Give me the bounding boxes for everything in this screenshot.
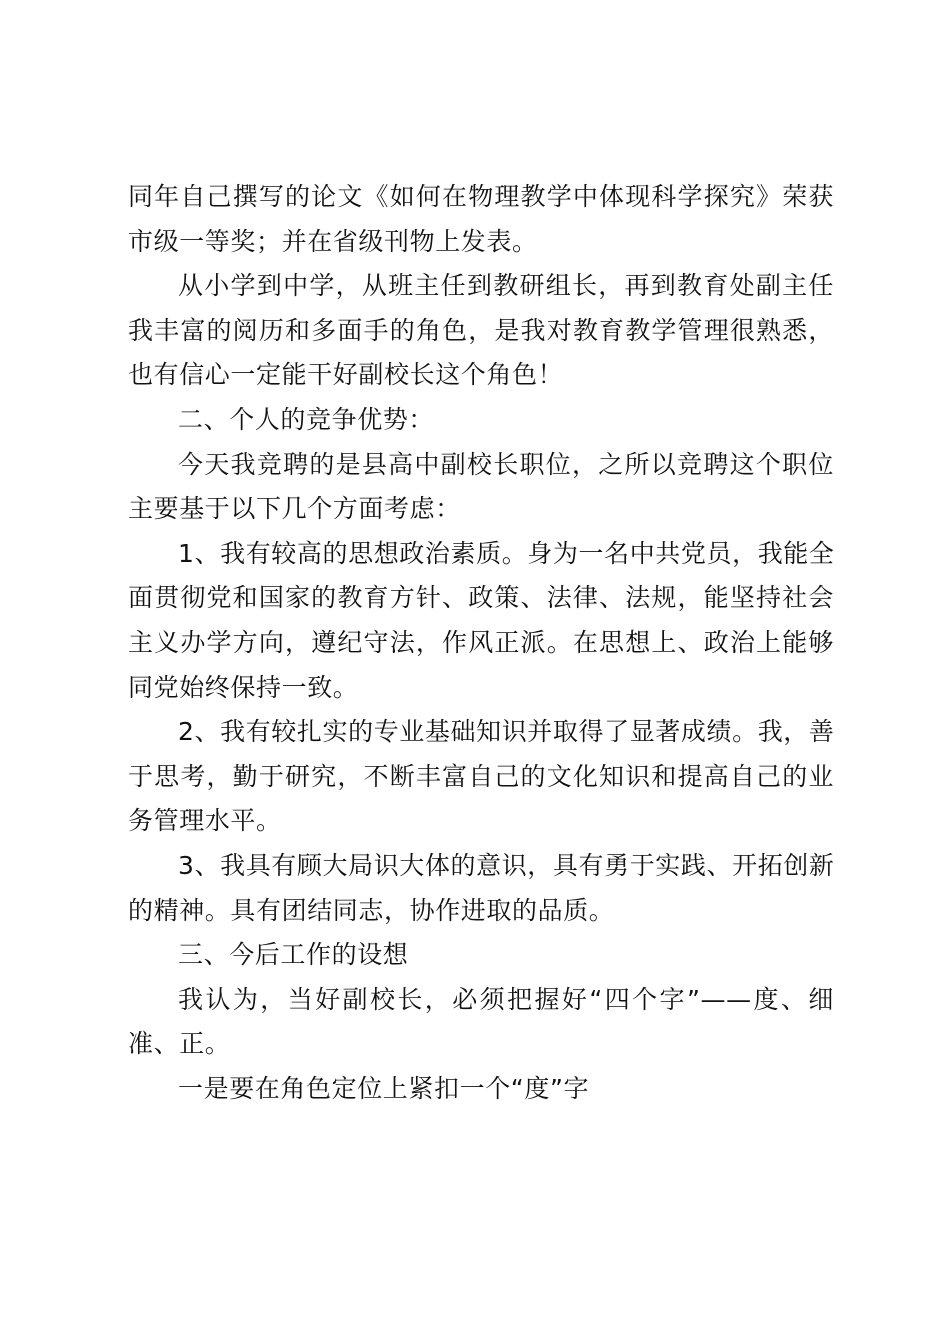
text-line: 2、我有较扎实的专业基础知识并取得了显著成绩。我，善 (178, 717, 835, 747)
text-line: 主义办学方向，遵纪守法，作风正派。在思想上、政治上能够 (128, 627, 834, 657)
document-page (128, 175, 834, 1111)
text-line: 同年自己撰写的论文《如何在物理教学中体现科学探究》荣获 (128, 182, 834, 211)
text-line: 于思考，勤于研究，不断丰富自己的文化知识和提高自己的业 (128, 761, 834, 791)
text-line: 我丰富的阅历和多面手的角色，是我对教育教学管理很熟悉， (128, 315, 834, 345)
text-line: 面贯彻党和国家的教育方针、政策、法律、法规，能坚持社会 (128, 583, 834, 613)
text-line: 的精神。具有团结同志，协作进取的品质。 (128, 895, 615, 925)
text-line: 今天我竞聘的是县高中副校长职位，之所以竞聘这个职位 (178, 449, 834, 479)
text-line: 二、个人的竞争优势： (178, 404, 435, 434)
text-line: 准、正。 (128, 1029, 231, 1059)
text-line: 市级一等奖；并在省级刊物上发表。 (128, 226, 538, 256)
text-line: 三、今后工作的设想 (178, 940, 409, 970)
text-line: 3、我具有顾大局识大体的意识，具有勇于实践、开拓创新 (178, 850, 835, 880)
text-line: 同党始终保持一致。 (128, 672, 359, 702)
text-line: 1、我有较高的思想政治素质。身为一名中共党员，我能全 (178, 538, 835, 568)
text-line: 主要基于以下几个方面考虑： (128, 494, 461, 524)
text-line: 我认为，当好副校长，必须把握好“四个字”——度、细 (178, 984, 834, 1014)
text-line: 务管理水平。 (128, 806, 282, 836)
text-line: 一是要在角色定位上紧扣一个“度”字 (178, 1073, 590, 1103)
text-line: 也有信心一定能干好副校长这个角色！ (128, 360, 564, 390)
text-line: 从小学到中学，从班主任到教研组长，再到教育处副主任 (178, 271, 834, 301)
